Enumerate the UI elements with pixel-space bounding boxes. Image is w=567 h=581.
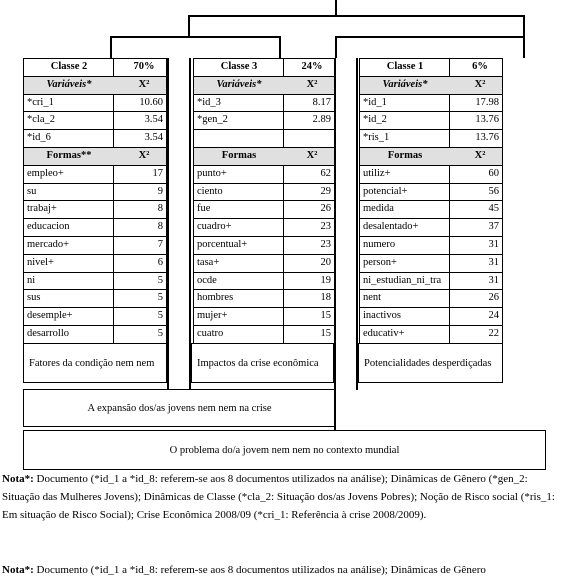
form-word: cuadro+ (197, 221, 232, 233)
class-percent: 6% (472, 61, 488, 72)
form-chi: 19 (320, 274, 331, 286)
class-label-text: Potencialidades desperdiçadas (364, 357, 492, 369)
problem-text: O problema do/a jovem nem nem no contexto mundial (169, 444, 400, 456)
chi-square-header: X² (306, 149, 318, 161)
form-chi: 17 (152, 167, 163, 179)
problem-box (23, 430, 546, 470)
form-word: person+ (363, 256, 397, 268)
form-chi: 5 (157, 310, 163, 322)
form-word: educativ+ (363, 327, 405, 339)
variable-chi: 3.54 (144, 132, 163, 144)
form-word: ni_estudian_ni_tra (363, 274, 442, 286)
form-chi: 62 (320, 167, 331, 179)
variables-header: Variáveis* (216, 78, 262, 90)
form-row (24, 326, 166, 343)
class-2-label (23, 343, 167, 383)
variable-row (24, 95, 166, 113)
variable-row (194, 112, 334, 130)
form-row (24, 290, 166, 308)
form-chi: 37 (488, 221, 499, 233)
variables-header: Variáveis* (382, 78, 428, 90)
form-word: tasa+ (197, 256, 220, 268)
forms-header-row (24, 148, 166, 166)
form-word: ni (27, 274, 36, 286)
form-chi: 18 (320, 292, 331, 304)
class-percent: 24% (301, 61, 323, 72)
variables-header-row (360, 77, 502, 95)
form-word: desemple+ (27, 310, 73, 322)
dendrogram-line (356, 58, 358, 390)
form-chi: 5 (157, 274, 163, 286)
form-chi: 26 (488, 292, 499, 304)
form-chi: 7 (157, 238, 163, 250)
variable-row (24, 112, 166, 130)
form-row (24, 166, 166, 184)
form-word: su (27, 185, 37, 197)
dendrogram-line (335, 36, 337, 58)
dendrogram-line (335, 36, 525, 38)
form-chi: 31 (488, 256, 499, 268)
dendrogram-line (189, 58, 191, 390)
dendrogram-line (279, 36, 281, 58)
form-chi: 15 (320, 310, 331, 322)
form-word: empleo+ (27, 167, 64, 179)
dendrogram-line (523, 24, 525, 58)
variable-name: *gen_2 (197, 114, 228, 126)
form-word: educacion (27, 221, 70, 233)
form-chi: 29 (320, 185, 331, 197)
dendrogram-line (335, 0, 337, 16)
form-row (194, 184, 334, 202)
variable-name: *id_3 (197, 96, 221, 108)
variable-chi: 2.89 (312, 114, 331, 126)
variables-header: Variáveis* (46, 78, 92, 90)
form-word: punto+ (197, 167, 227, 179)
form-row (194, 219, 334, 237)
variables-header-row (194, 77, 334, 95)
variables-header-row (24, 77, 166, 95)
class-3-label (191, 343, 334, 383)
form-chi: 22 (488, 327, 499, 339)
variable-row (360, 112, 502, 130)
forms-header: Formas** (46, 149, 92, 161)
form-chi: 5 (157, 327, 163, 339)
form-row (360, 184, 502, 202)
dendrogram-line (167, 58, 169, 390)
form-word: potencial+ (363, 185, 408, 197)
form-chi: 60 (488, 167, 499, 179)
class-percent: 70% (133, 61, 155, 72)
form-word: trabaj+ (27, 203, 57, 215)
chi-square-header: X² (138, 78, 150, 90)
note-prefix: Nota*: (2, 473, 34, 485)
form-word: ocde (197, 274, 217, 286)
class-label-text: Impactos da crise econômica (197, 357, 319, 369)
expansion-text: A expansão dos/as jovens nem nem na crise (87, 402, 272, 414)
class-1-label (358, 343, 503, 383)
note-text: Documento (*id_1 a *id_8: referem-se aos 8 documentos utilizados na análise); Dinâmicas de Gênero (*gen_2: Situação das Mulheres Jovens); Dinâmicas de Classe (*cla_2: Situação dos/as Jovens Pobres); Noção de Risco social (*ris_1: Em situação de Risco Social); Crise Econômica 2008/09 (*cri_1: Referência à crise 2008/2009). (2, 473, 555, 521)
form-word: hombres (197, 292, 234, 304)
form-word: desalentado+ (363, 221, 419, 233)
form-chi: 8 (157, 203, 163, 215)
form-row (360, 237, 502, 255)
form-row (194, 326, 334, 343)
class-2-table (23, 58, 167, 344)
form-row (194, 255, 334, 273)
variable-row (360, 130, 502, 148)
variable-chi: 10.60 (139, 96, 163, 108)
form-chi: 8 (157, 221, 163, 233)
form-chi: 56 (488, 185, 499, 197)
form-word: utiliz+ (363, 167, 391, 179)
form-row (24, 219, 166, 237)
form-row (360, 290, 502, 308)
class-3-table (193, 58, 335, 344)
form-chi: 5 (157, 292, 163, 304)
form-chi: 45 (488, 203, 499, 215)
form-row (360, 219, 502, 237)
variable-row (24, 130, 166, 148)
class-name: Classe 2 (50, 61, 88, 72)
form-word: nent (363, 292, 382, 304)
form-chi: 23 (320, 238, 331, 250)
class-name: Classe 1 (386, 61, 424, 72)
form-chi: 23 (320, 221, 331, 233)
form-row (24, 201, 166, 219)
note-prefix: Nota*: (2, 564, 34, 576)
chi-square-header: X² (474, 149, 486, 161)
form-word: nivel+ (27, 256, 54, 268)
chi-square-header: X² (474, 78, 486, 90)
form-row (194, 166, 334, 184)
variable-row (194, 130, 334, 148)
form-row (194, 201, 334, 219)
dendrogram-line (188, 15, 524, 17)
form-row (360, 326, 502, 343)
note-text: Documento (*id_1 a *id_8: referem-se aos 8 documentos utilizados na análise); Dinâmicas de Gênero (33, 564, 486, 576)
expansion-box (23, 389, 336, 427)
form-word: mujer+ (197, 310, 228, 322)
form-row (194, 290, 334, 308)
form-row (194, 237, 334, 255)
form-row (24, 184, 166, 202)
form-row (24, 237, 166, 255)
form-row (194, 273, 334, 291)
forms-header: Formas (387, 149, 423, 161)
form-row (360, 201, 502, 219)
variable-chi: 13.76 (475, 132, 499, 144)
variable-chi: 8.17 (312, 96, 331, 108)
form-row (24, 255, 166, 273)
chi-square-header: X² (306, 78, 318, 90)
form-row (360, 273, 502, 291)
form-word: fue (197, 203, 211, 215)
class-title-row (24, 59, 166, 77)
form-word: medida (363, 203, 394, 215)
form-chi: 15 (320, 327, 331, 339)
dendrogram-line (188, 15, 190, 37)
class-title-row (360, 59, 502, 77)
form-word: desarrollo (27, 327, 69, 339)
form-row (194, 308, 334, 326)
class-title-row (194, 59, 334, 77)
variable-name: *ris_1 (363, 132, 390, 144)
variable-name: *cri_1 (27, 96, 54, 108)
dendrogram-line (110, 36, 280, 38)
note-paragraph-repeat (2, 561, 565, 579)
form-row (360, 308, 502, 326)
variable-name: *id_1 (363, 96, 387, 108)
form-row (360, 166, 502, 184)
forms-header: Formas (221, 149, 257, 161)
form-chi: 24 (488, 310, 499, 322)
form-row (24, 308, 166, 326)
form-row (24, 273, 166, 291)
forms-header-row (360, 148, 502, 166)
note-paragraph (2, 470, 565, 524)
variable-row (360, 95, 502, 113)
variable-chi: 3.54 (144, 114, 163, 126)
variable-name: *id_2 (363, 114, 387, 126)
variable-chi: 13.76 (475, 114, 499, 126)
form-chi: 6 (157, 256, 163, 268)
form-chi: 26 (320, 203, 331, 215)
form-word: cuatro (197, 327, 224, 339)
variable-row (194, 95, 334, 113)
form-word: inactivos (363, 310, 401, 322)
form-word: numero (363, 238, 396, 250)
form-chi: 31 (488, 238, 499, 250)
class-name: Classe 3 (220, 61, 258, 72)
dendrogram-line (110, 36, 112, 58)
form-word: ciento (197, 185, 223, 197)
variable-name: *id_6 (27, 132, 51, 144)
form-word: porcentual+ (197, 238, 248, 250)
class-label-text: Fatores da condição nem nem (29, 357, 155, 369)
forms-header-row (194, 148, 334, 166)
form-chi: 20 (320, 256, 331, 268)
form-word: sus (27, 292, 41, 304)
form-word: mercado+ (27, 238, 70, 250)
variable-name: *cla_2 (27, 114, 55, 126)
form-chi: 9 (157, 185, 163, 197)
class-1-table (359, 58, 503, 344)
form-chi: 31 (488, 274, 499, 286)
chi-square-header: X² (138, 149, 150, 161)
variable-chi: 17.98 (475, 96, 499, 108)
form-row (360, 255, 502, 273)
